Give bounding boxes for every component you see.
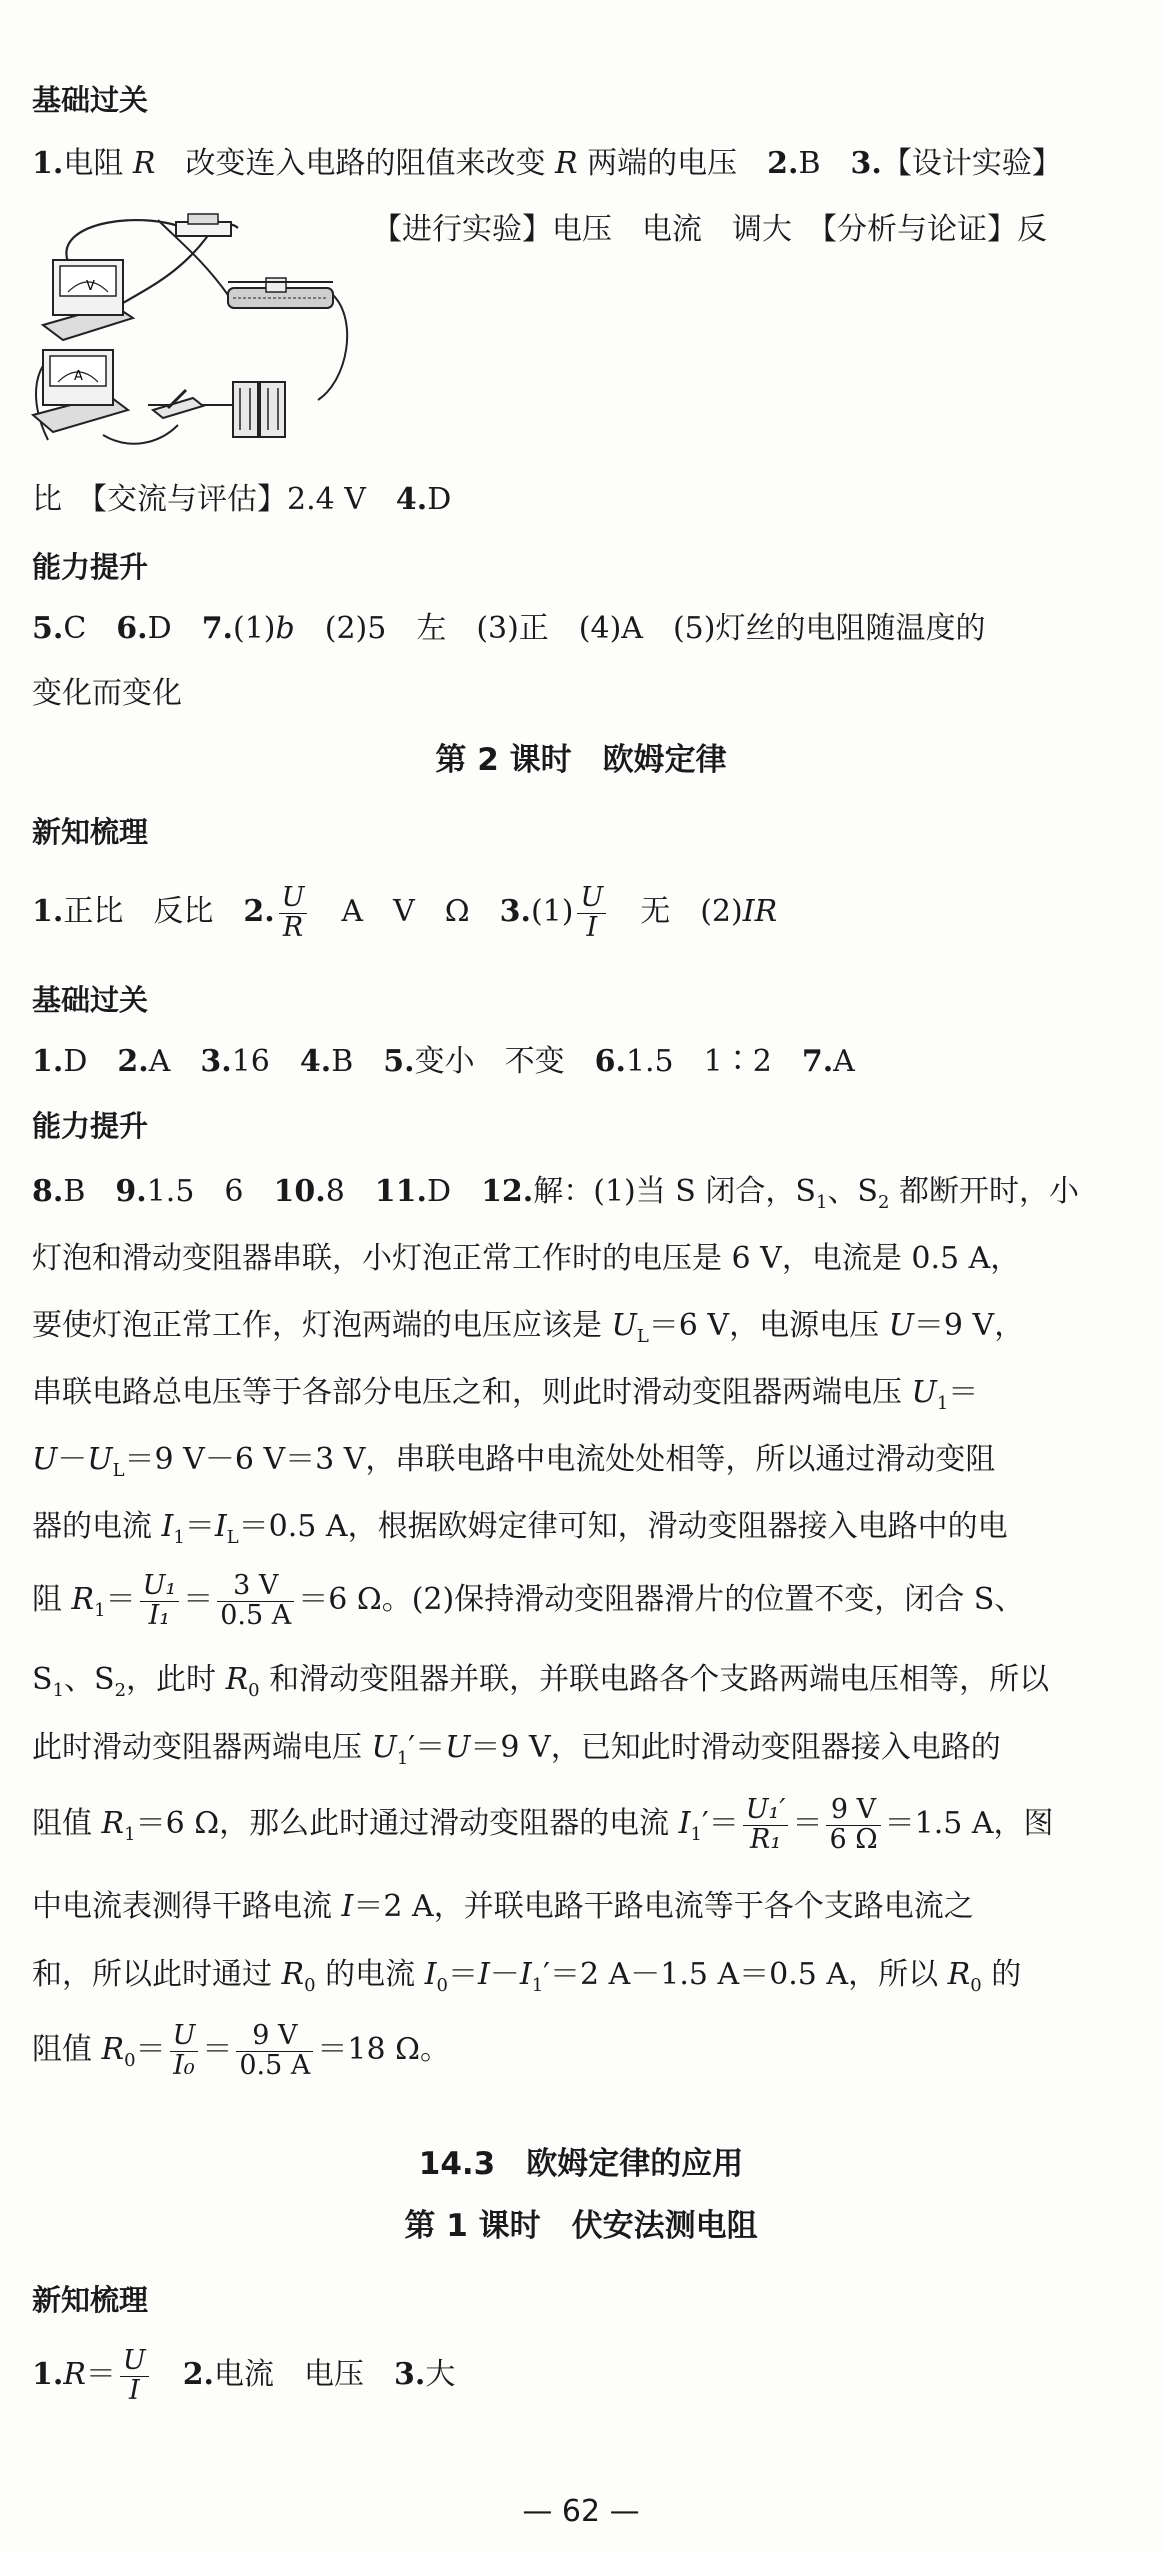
section-basic-2: 基础过关 bbox=[32, 983, 149, 1017]
answer-line-6: 1.正比 反比 2. $\frac{U}{R}$ A V Ω 3.(1) $\frac{U}{I}$ 无 (2)IR bbox=[32, 882, 778, 943]
answer-line-7: 1.D 2.A 3.16 4.B 5.变小 不变 6.1.5 1∶2 7.A bbox=[32, 1044, 855, 1079]
answer-line-11: 串联电路总电压等于各部分电压之和，则此时滑动变阻器两端电压 $U_1=$ bbox=[32, 1375, 979, 1414]
answer-line-9: 灯泡和滑动变阻器串联，小灯泡正常工作时的电压是 6 V，电流是 0.5 A， bbox=[32, 1241, 1021, 1276]
ammeter bbox=[33, 350, 128, 432]
circuit-diagram bbox=[28, 200, 358, 455]
answer-line-12: $U-U_L=9$ V－6 V＝3 V，串联电路中电流处处相等，所以通过滑动变阻 bbox=[32, 1442, 996, 1481]
answer-line-14: 阻 $R_1=$ $\frac{\text{U₁}}{\text{I₁}}$ ＝ $\frac{3 V}{0.5 A}$ ＝6 Ω。(2)保持滑动变阻器滑片的位置不变，闭合 S、 bbox=[32, 1570, 1025, 1631]
answer-line-8: 8.B 9.1.5 6 10.8 11.D 12.解：(1)当 S 闭合，$S_1$、$S_2$ 都断开时，小 bbox=[32, 1174, 1079, 1213]
rheostat bbox=[228, 278, 333, 308]
fraction-u1-over-i1: $\frac{\text{U₁}}{\text{I₁}}$ bbox=[140, 1572, 180, 1630]
fraction-u-over-r: $\frac{U}{R}$ bbox=[279, 884, 308, 942]
answer-line-17: 阻值 $R_1=6$ Ω，那么此时通过滑动变阻器的电流 $I_1'=$ $\frac{\text{U₁′}}{\text{R₁}}$ ＝ $\frac{9 V}{6 \Omega}$ ＝1.5 A，图 bbox=[32, 1794, 1054, 1855]
fraction-3v-over-05a: $\frac{3 V}{0.5 A}$ bbox=[217, 1572, 294, 1630]
answer-line-20: 阻值 $R_0=$ $\frac{U}{\text{I₀}}$ ＝ $\frac{9 V}{0.5 A}$ ＝18 Ω。 bbox=[32, 2020, 450, 2081]
fraction-9v-over-6ohm: $\frac{9 V}{6 \Omega}$ bbox=[826, 1796, 880, 1854]
answer-line-15: $S_1$、$S_2$，此时 $R_0$ 和滑动变阻器并联，并联电路各个支路两端电压相等，所以 bbox=[32, 1662, 1050, 1701]
heading-lesson-1: 第 1 课时 伏安法测电阻 bbox=[404, 2208, 758, 2244]
section-basic-1: 基础过关 bbox=[32, 83, 149, 117]
answer-line-3: 比 【交流与评估】2.4 V 4.D bbox=[32, 482, 452, 517]
heading-lesson-2: 第 2 课时 欧姆定律 bbox=[435, 742, 727, 778]
fraction-u1p-over-r1: $\frac{\text{U₁′}}{\text{R₁}}$ bbox=[743, 1796, 789, 1854]
answer-line-1: 1.电阻 R 改变连入电路的阻值来改变 R 两端的电压 2.B 3.【设计实验】 bbox=[32, 146, 1062, 181]
fraction-r-equals-u-over-i: $\frac{U}{I}$ bbox=[120, 2347, 149, 2405]
answer-line-21: 1.R＝ $\frac{U}{I}$ 2.电流 电压 3.大 bbox=[32, 2345, 456, 2406]
fraction-u-over-i: $\frac{U}{I}$ bbox=[577, 884, 606, 942]
heading-chapter-14-3: 14.3 欧姆定律的应用 bbox=[418, 2146, 744, 2182]
page-number-dash-left: — bbox=[522, 2494, 562, 2529]
answer-line-18: 中电流表测得干路电流 I＝2 A，并联电路干路电流等于各个支路电流之 bbox=[32, 1889, 974, 1924]
page-number-dash-right: — bbox=[600, 2494, 640, 2529]
voltmeter bbox=[43, 260, 133, 340]
section-ability-2: 能力提升 bbox=[32, 1109, 149, 1143]
answer-line-13: 器的电流 $I_1=I_L=0.5$ A，根据欧姆定律可知，滑动变阻器接入电路中的电 bbox=[32, 1509, 1008, 1548]
ammeter-label: A bbox=[74, 369, 83, 384]
battery bbox=[233, 382, 285, 437]
answer-line-2: 【进行实验】电压 电流 调大 【分析与论证】反 bbox=[372, 212, 1047, 247]
answer-line-19: 和，所以此时通过 $R_0$ 的电流 $I_0=I-I_1'=2$ A－1.5 A＝0.5 A，所以 $R_0$ 的 bbox=[32, 1957, 1022, 1996]
fraction-u-over-i0: $\frac{U}{\text{I₀}}$ bbox=[170, 2022, 199, 2080]
section-new-knowledge-2: 新知梳理 bbox=[32, 2283, 149, 2317]
answer-line-5: 变化而变化 bbox=[32, 676, 182, 711]
knife-switch-top bbox=[176, 214, 231, 236]
voltmeter-label: V bbox=[86, 279, 95, 294]
fraction-9v-over-05a: $\frac{9 V}{0.5 A}$ bbox=[236, 2022, 313, 2080]
section-new-knowledge-1: 新知梳理 bbox=[32, 815, 149, 849]
answer-line-4: 5.C 6.D 7.(1)b (2)5 左 (3)正 (4)A (5)灯丝的电阻随温度的 bbox=[32, 611, 986, 646]
section-ability-1: 能力提升 bbox=[32, 550, 149, 584]
answer-line-10: 要使灯泡正常工作，灯泡两端的电压应该是 $U_L=6$ V，电源电压 U＝9 V， bbox=[32, 1308, 1025, 1347]
page-number: — 62 — bbox=[522, 2494, 640, 2529]
answer-line-16: 此时滑动变阻器两端电压 $U_1'=U=9$ V，已知此时滑动变阻器接入电路的 bbox=[32, 1730, 1001, 1769]
